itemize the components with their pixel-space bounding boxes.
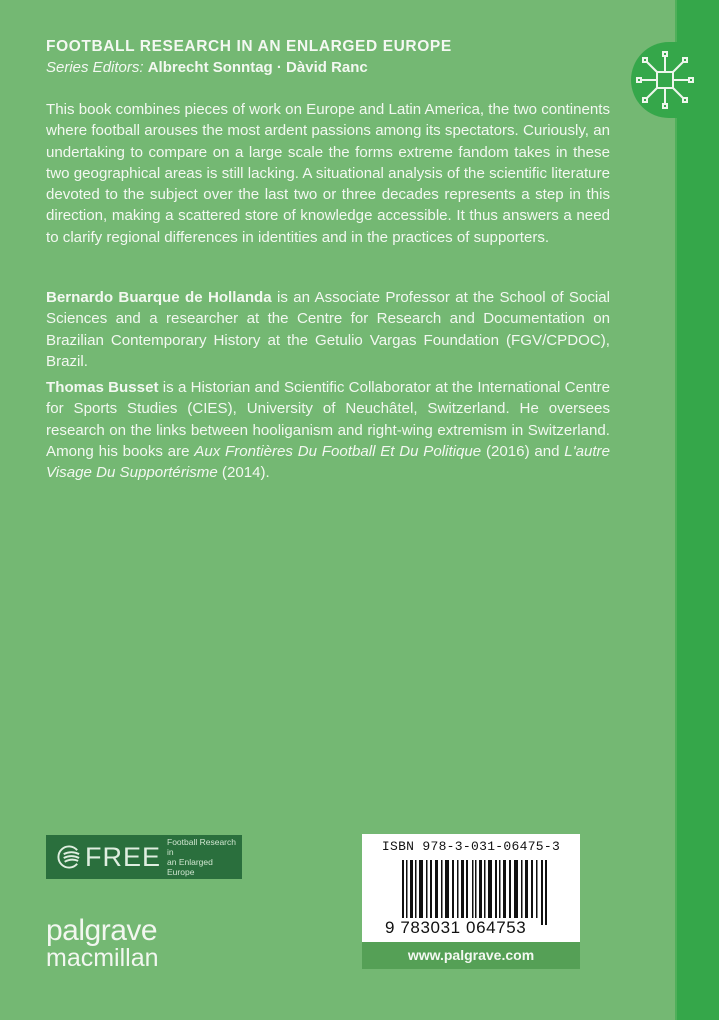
network-chip-icon bbox=[635, 48, 695, 112]
book-title: Aux Frontières Du Football Et Du Politique bbox=[194, 442, 482, 460]
free-logo-word: FREE bbox=[85, 841, 162, 872]
series-header bbox=[46, 38, 452, 76]
author-bio-text: is an Associate Professor at the School of Social Sciences and a researcher at the Centre for Research and Documentation on Brazilian Contemporary History at the Getulio Vargas Foundation (FGV/CPDOC), Brazil. bbox=[46, 289, 611, 370]
isbn-block bbox=[362, 834, 580, 969]
isbn-label: ISBN 978-3-031-06475-3 bbox=[381, 839, 561, 854]
barcode-number: 9 783031 064753 bbox=[385, 918, 527, 937]
author-bio-1 bbox=[46, 287, 610, 372]
author-bio-text: (2016) and bbox=[481, 442, 565, 460]
series-editors-names: Albrecht Sonntag · Dàvid Ranc bbox=[147, 59, 368, 76]
publisher-logo bbox=[46, 914, 159, 972]
free-series-logo bbox=[46, 835, 242, 879]
series-editors-label: Series Editors: bbox=[46, 59, 144, 76]
publisher-url: www.palgrave.com bbox=[362, 942, 580, 969]
stadium-icon bbox=[56, 844, 81, 870]
free-logo-subtitle-line: an Enlarged Europe bbox=[167, 857, 213, 877]
series-title: FOOTBALL RESEARCH IN AN ENLARGED EUROPE bbox=[46, 38, 452, 55]
book-title: L'autre Visage Du Supportérisme bbox=[46, 442, 610, 482]
series-editors bbox=[46, 59, 452, 76]
publisher-name-line1: palgrave bbox=[46, 914, 158, 947]
author-bio-text: (2014). bbox=[217, 464, 270, 482]
free-logo-subtitle-line: Football Research in bbox=[167, 837, 236, 857]
publisher-name-line2: macmillan bbox=[46, 944, 159, 972]
author-name: Thomas Busset bbox=[46, 379, 159, 396]
spine-strip bbox=[677, 0, 719, 1020]
book-blurb: This book combines pieces of work on Europe and Latin America, the two continents where football arouses the most ardent passions among its spectators. Curiously, an undertaking to compare on a large scale the forms extreme fandom takes in these two geographical areas is still lacking. A situational analysis of the scientific literature devoted to the subject over the last two or three decades represents a step in this direction, making a scattered store of knowledge accessible. It thus answers a need to clarify regional differences in identities and in the practices of supporters. bbox=[46, 101, 610, 246]
barcode-icon bbox=[402, 860, 547, 925]
author-bio-text: is a Historian and Scientific Collaborator at the International Centre for Sports Studies (CIES), University of Neuchâtel, Switzerland. He oversees research on the links between hooliganism and right-wing extremism in Switzerland. Among his books are bbox=[46, 379, 610, 460]
series-badge bbox=[631, 42, 719, 118]
author-bio-2 bbox=[46, 377, 610, 483]
author-name: Bernardo Buarque de Hollanda bbox=[46, 289, 272, 306]
free-logo-subtitle bbox=[167, 837, 242, 877]
